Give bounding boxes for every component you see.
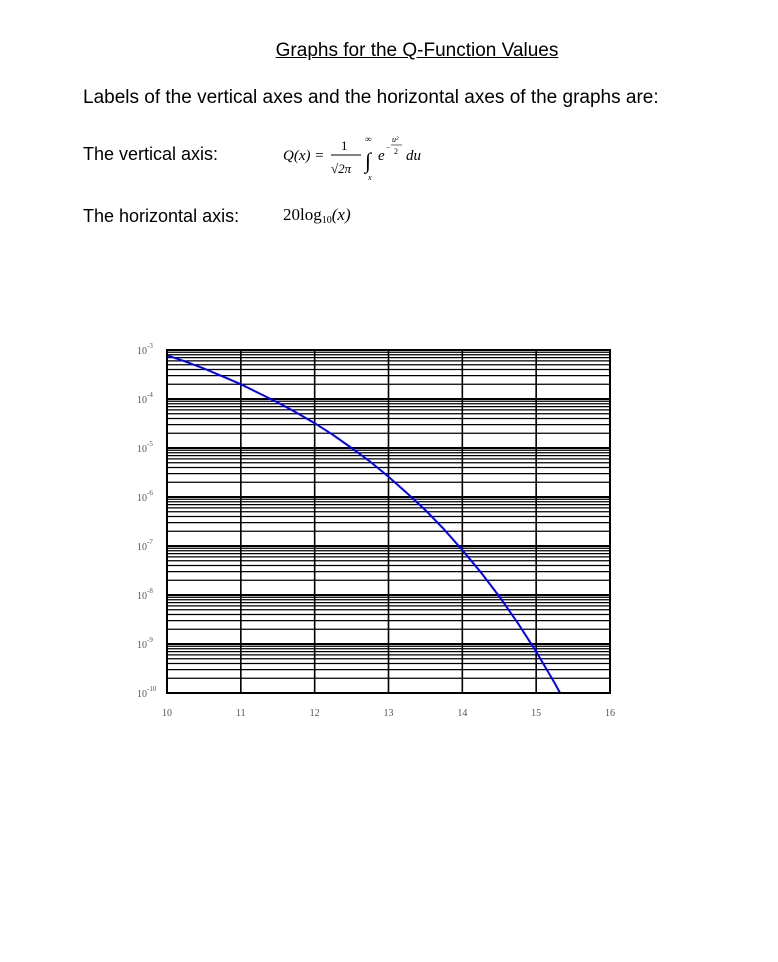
horizontal-formula-argument: (x) (331, 205, 351, 224)
y-tick-exponent: -3 (147, 342, 153, 350)
formula-upper-limit: ∞ (365, 134, 372, 144)
horizontal-axis-label: The horizontal axis: (83, 206, 240, 226)
x-tick-label: 13 (383, 708, 394, 719)
formula-numerator: 1 (341, 138, 348, 153)
x-tick-label: 15 (531, 708, 542, 719)
formula-lhs: Q(x) = (283, 148, 325, 164)
formula-lower-limit: x (368, 173, 372, 182)
x-tick-label: 10 (162, 708, 172, 719)
x-tick-label: 16 (605, 708, 615, 719)
horizontal-formula-subscript: 10 (321, 215, 332, 226)
vertical-axis-label: The vertical axis: (83, 144, 219, 164)
formula-differential: du (406, 148, 421, 164)
intro-text: Labels of the vertical axes and the horizontal axes of the graphs are: (83, 87, 659, 108)
y-tick-exponent: -10 (147, 685, 157, 693)
y-tick-exponent: -7 (147, 538, 153, 546)
y-tick-exponent: -4 (147, 391, 153, 399)
y-tick-label: $10^{-3}$ (137, 342, 153, 357)
y-tick-label: $10^{-7}$ (137, 538, 153, 553)
x-tick-label: 11 (236, 708, 246, 719)
y-tick-label: $10^{-9}$ (137, 636, 153, 651)
y-tick-exponent: -5 (147, 440, 153, 448)
formula-denominator: √2π (331, 161, 352, 176)
y-tick-label: $10^{-5}$ (137, 440, 153, 455)
horizontal-formula-prefix: 20log (283, 205, 322, 224)
formula-exponent-sign: − (386, 143, 391, 152)
page-title-text: Graphs for the Q-Function Values (275, 40, 559, 61)
x-tick-labels (162, 708, 615, 719)
y-tick-exponent: -6 (147, 489, 153, 497)
y-tick-label: $10^{-10}$ (137, 685, 157, 700)
y-tick-label: $10^{-4}$ (137, 391, 153, 406)
formula-exponent-numerator: u² (392, 135, 399, 144)
formula-integrand: e (378, 148, 385, 164)
formula-integral-sign: ∫ (365, 148, 372, 173)
y-tick-label: $10^{-6}$ (137, 489, 153, 504)
y-tick-exponent: -8 (147, 587, 153, 595)
y-tick-labels (137, 342, 157, 700)
x-tick-label: 14 (457, 708, 468, 719)
y-tick-label: $10^{-8}$ (137, 587, 153, 602)
x-tick-label: 12 (309, 708, 320, 719)
y-tick-exponent: -9 (147, 636, 153, 644)
formula-exponent-denominator: 2 (394, 147, 398, 156)
